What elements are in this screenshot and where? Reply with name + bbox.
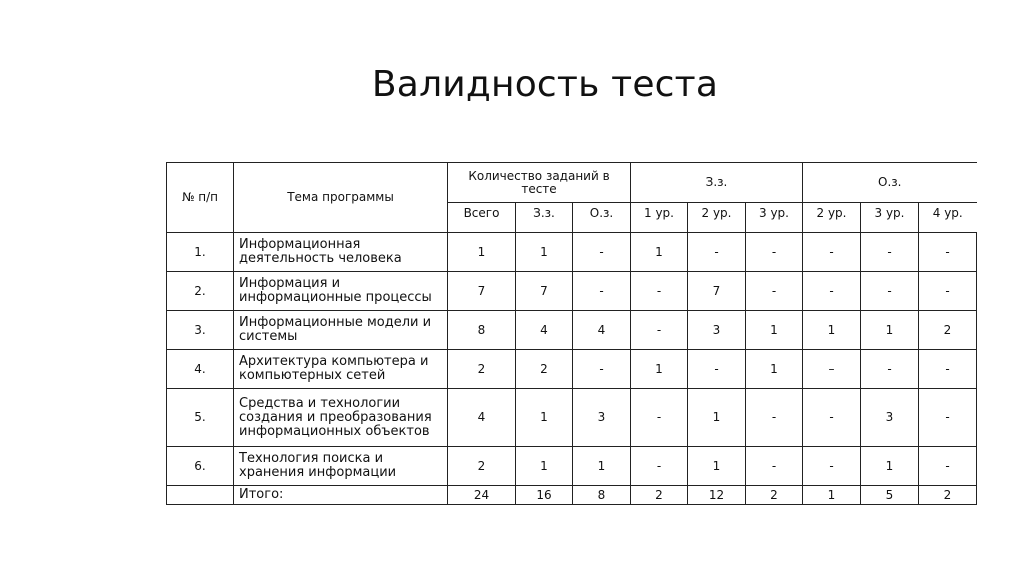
row-number: 5. (167, 389, 234, 447)
header-sub-zz-lvl1: 1 ур. (631, 203, 688, 233)
cell: - (803, 272, 861, 311)
row-number: 3. (167, 311, 234, 350)
table-row (167, 350, 977, 389)
cell: - (861, 272, 919, 311)
row-topic: Архитектура компьютера и компьютерных сетей (234, 350, 448, 389)
header-sub-oz-lvl4: 4 ур. (919, 203, 977, 233)
cell: - (746, 447, 803, 486)
cell: 7 (688, 272, 746, 311)
total-cell: 8 (573, 486, 631, 505)
cell: 8 (448, 311, 516, 350)
cell: 4 (516, 311, 573, 350)
header-sub-oz: О.з. (573, 203, 631, 233)
cell: 3 (573, 389, 631, 447)
cell: - (919, 350, 977, 389)
total-label: Итого: (234, 486, 448, 505)
cell: - (803, 233, 861, 272)
cell: - (746, 389, 803, 447)
total-cell: 16 (516, 486, 573, 505)
cell: - (631, 389, 688, 447)
cell: - (688, 233, 746, 272)
cell: - (919, 272, 977, 311)
cell: 1 (746, 350, 803, 389)
header-sub-oz-lvl2: 2 ур. (803, 203, 861, 233)
validity-table (166, 162, 977, 505)
cell: 2 (919, 311, 977, 350)
table-row (167, 311, 977, 350)
cell: 3 (861, 389, 919, 447)
cell: 1 (573, 447, 631, 486)
cell: - (746, 233, 803, 272)
row-number: 2. (167, 272, 234, 311)
cell: 2 (448, 350, 516, 389)
cell: 1 (688, 447, 746, 486)
cell: 2 (516, 350, 573, 389)
row-number: 4. (167, 350, 234, 389)
cell: 1 (746, 311, 803, 350)
row-topic: Технология поиска и хранения информации (234, 447, 448, 486)
cell: - (631, 272, 688, 311)
cell: - (803, 447, 861, 486)
cell: 1 (861, 311, 919, 350)
total-cell: 24 (448, 486, 516, 505)
header-zz-group: З.з. (631, 163, 803, 203)
total-row (167, 486, 977, 505)
header-count: Количество заданий в тесте (448, 163, 631, 203)
row-topic: Информация и информационные процессы (234, 272, 448, 311)
total-cell: 12 (688, 486, 746, 505)
total-cell: 1 (803, 486, 861, 505)
cell: - (631, 311, 688, 350)
row-topic: Информационные модели и системы (234, 311, 448, 350)
table-row (167, 389, 977, 447)
row-number: 1. (167, 233, 234, 272)
header-sub-total: Всего (448, 203, 516, 233)
cell: - (746, 272, 803, 311)
header-sub-oz-lvl3: 3 ур. (861, 203, 919, 233)
cell: - (573, 350, 631, 389)
cell: 4 (573, 311, 631, 350)
table-row (167, 233, 977, 272)
cell: 1 (516, 233, 573, 272)
cell: 1 (516, 389, 573, 447)
cell: - (919, 447, 977, 486)
total-cell: 2 (919, 486, 977, 505)
header-oz-group: О.з. (803, 163, 977, 203)
cell: 2 (448, 447, 516, 486)
cell: 1 (631, 233, 688, 272)
header-number: № п/п (167, 163, 234, 233)
cell: 1 (803, 311, 861, 350)
cell: 1 (516, 447, 573, 486)
cell: - (861, 233, 919, 272)
cell: 7 (516, 272, 573, 311)
cell: 7 (448, 272, 516, 311)
total-number (167, 486, 234, 505)
cell: - (919, 233, 977, 272)
cell: 3 (688, 311, 746, 350)
cell: - (803, 389, 861, 447)
total-cell: 2 (631, 486, 688, 505)
cell: 1 (861, 447, 919, 486)
row-topic: Информационная деятельность человека (234, 233, 448, 272)
cell: - (573, 233, 631, 272)
header-row-1 (167, 163, 977, 203)
header-sub-zz-lvl3: 3 ур. (746, 203, 803, 233)
cell: - (631, 447, 688, 486)
slide-title: Валидность теста (371, 64, 719, 105)
header-topic: Тема программы (234, 163, 448, 233)
cell: - (861, 350, 919, 389)
cell: 1 (448, 233, 516, 272)
cell: 1 (631, 350, 688, 389)
total-cell: 2 (746, 486, 803, 505)
cell: 1 (688, 389, 746, 447)
cell: – (803, 350, 861, 389)
header-sub-zz-lvl2: 2 ур. (688, 203, 746, 233)
table-row (167, 447, 977, 486)
cell: - (919, 389, 977, 447)
row-topic: Средства и технологии создания и преобразования информационных объектов (234, 389, 448, 447)
header-sub-zz: З.з. (516, 203, 573, 233)
total-cell: 5 (861, 486, 919, 505)
cell: - (688, 350, 746, 389)
table-row (167, 272, 977, 311)
cell: 4 (448, 389, 516, 447)
cell: - (573, 272, 631, 311)
row-number: 6. (167, 447, 234, 486)
